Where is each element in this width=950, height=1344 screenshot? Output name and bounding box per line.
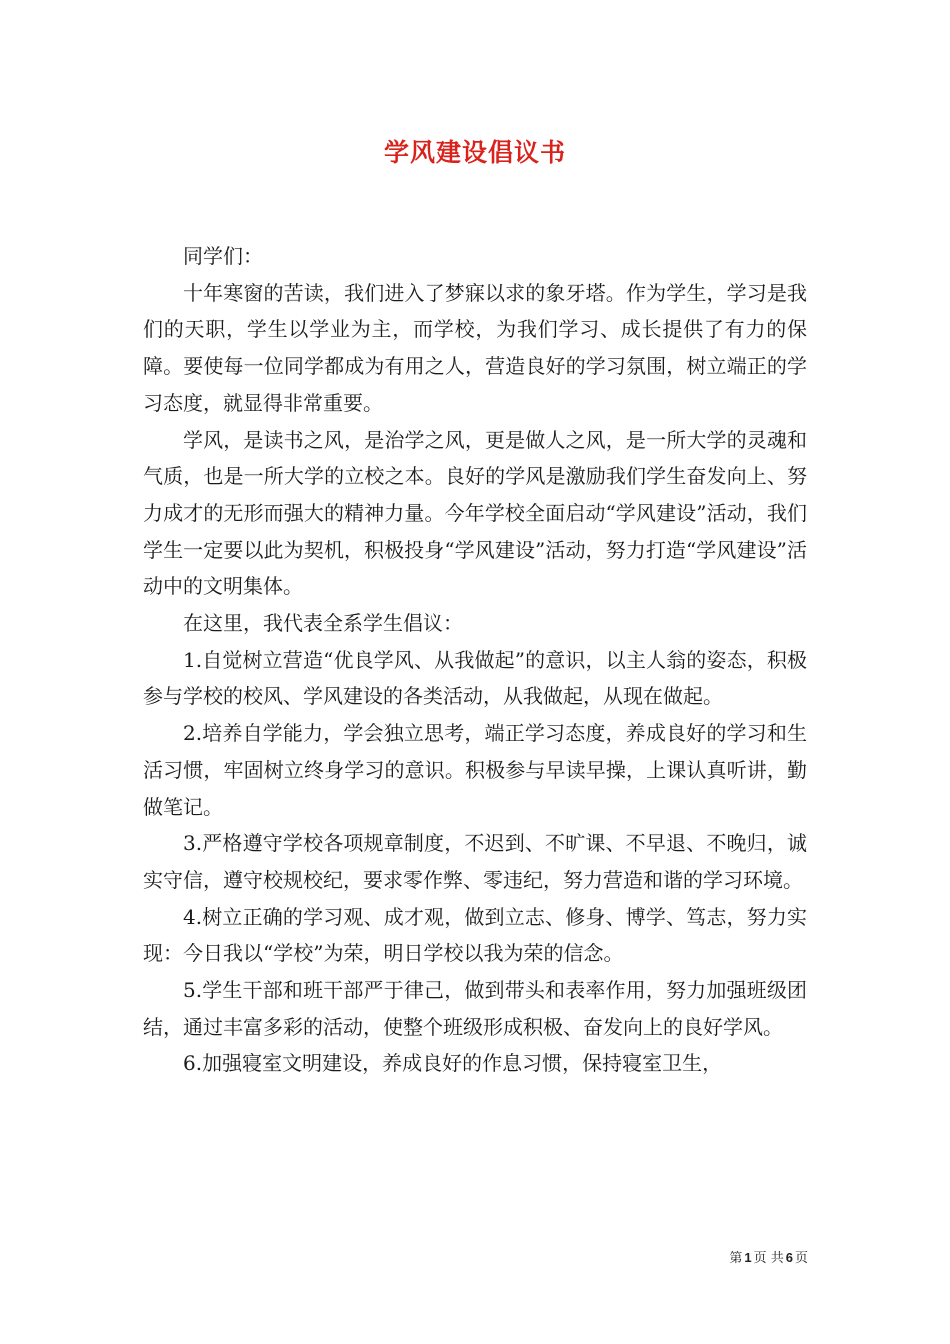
paragraph-proposal-lead: 在这里，我代表全系学生倡议：: [183, 611, 463, 636]
page-footer: [729, 1247, 808, 1266]
document-body: [143, 238, 807, 1082]
document-title: 学风建设倡议书: [383, 138, 566, 167]
salutation: 同学们：: [183, 244, 263, 268]
paragraph-study-style: 学风，是读书之风，是治学之风，更是做人之风，是一所大学的灵魂和气质，也是一所大学的立校之本。良好的学风是激励我们学生奋发向上、努力成才的无形而强大的精神力量。今年学校全面启动“学风建设”活动，我们学生一定要以此为契机，积极投身“学风建设”活动，努力打造“学风建设”活动中的文明集体。: [143, 427, 807, 599]
proposal-item-3: 3.严格遵守学校各项规章制度，不迟到、不旷课、不早退、不晚归，诚实守信，遵守校规校纪，要求零作弊、零违纪，努力营造和谐的学习环境。: [143, 831, 807, 892]
proposal-item-5: 5.学生干部和班干部严于律己，做到带头和表率作用，努力加强班级团结，通过丰富多彩的活动，使整个班级形成积极、奋发向上的良好学风。: [143, 978, 807, 1039]
proposal-item-4: 4.树立正确的学习观、成才观，做到立志、修身、博学、笃志，努力实现：今日我以“学校”为荣，明日学校以我为荣的信念。: [143, 904, 807, 966]
footer-prefix: 第: [729, 1251, 743, 1266]
paragraph-intro: 十年寒窗的苦读，我们进入了梦寐以求的象牙塔。作为学生，学习是我们的天职，学生以学业为主，而学校，为我们学习、成长提供了有力的保障。要使每一位同学都成为有用之人，营造良好的学习氛围，树立端正的学习态度，就显得非常重要。: [143, 280, 807, 415]
proposal-item-2: 2.培养自学能力，学会独立思考，端正学习态度，养成良好的学习和生活习惯，牢固树立终身学习的意识。积极参与早读早操，上课认真听讲，勤做笔记。: [143, 721, 807, 819]
footer-current-page: 1: [744, 1250, 752, 1265]
footer-middle: 页 共: [753, 1251, 784, 1266]
footer-total-pages: 6: [785, 1250, 793, 1265]
footer-suffix: 页: [794, 1251, 808, 1266]
proposal-item-6: 6.加强寝室文明建设，养成良好的作息习惯，保持寝室卫生，: [183, 1051, 723, 1076]
proposal-item-1: 1.自觉树立营造“优良学风、从我做起”的意识，以主人翁的姿态，积极参与学校的校风、学风建设的各类活动，从我做起，从现在做起。: [143, 647, 807, 709]
